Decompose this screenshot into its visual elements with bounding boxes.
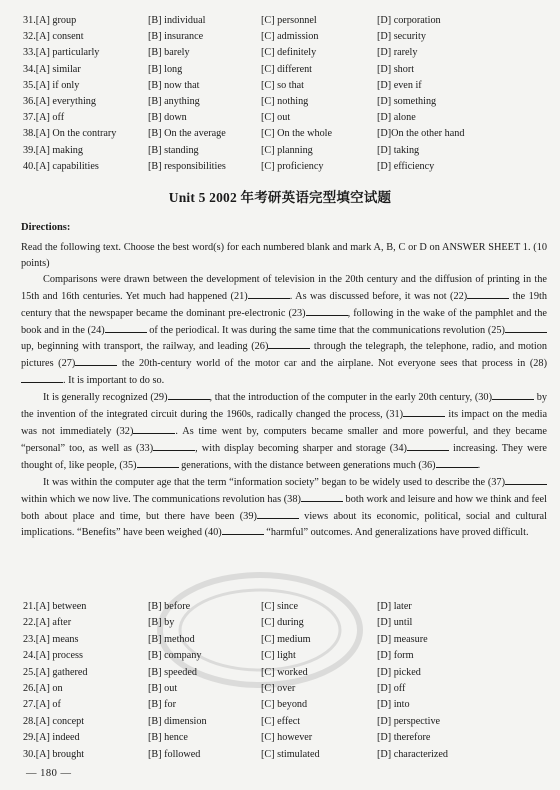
top-question-row-33 [0,45,560,61]
top-question-row-31 [0,13,560,29]
option-d: [D]On the other hand [377,128,465,140]
option-a [23,648,83,664]
option-a-text: [A] means [35,633,79,645]
bottom-question-row-22 [0,615,560,631]
directions-label: Directions: [21,222,71,233]
option-a-text: [A] capabilities [35,160,99,172]
option-c: [C] admission [261,31,319,43]
question-number: 38. [23,128,36,140]
top-question-row-38 [0,126,560,142]
option-a [23,110,64,126]
option-a-text: [A] of [35,699,61,711]
option-a [23,126,116,142]
option-c: [C] beyond [261,699,308,711]
option-b: [B] barely [148,47,190,59]
option-b: [B] On the average [148,128,226,140]
option-b: [B] company [148,650,202,662]
passage [21,240,547,541]
unit-title: Unit 5 2002 年考研英语完型填空试题 [168,190,392,205]
option-c: [C] planning [261,144,313,156]
question-number: 35. [23,79,36,91]
option-a-text: [A] similar [35,63,81,75]
option-b: [B] by [148,617,175,629]
top-question-row-34 [0,62,560,78]
option-b: [B] followed [148,748,201,760]
option-c: [C] personnel [261,15,317,26]
bottom-question-row-21 [0,599,560,615]
option-b: [B] individual [148,15,206,26]
option-a [23,665,88,681]
option-d: [D] picked [377,666,421,678]
option-d: [D] something [377,96,437,107]
option-b: [B] for [148,699,177,711]
option-d: [D] perspective [377,715,441,727]
option-d: [D] form [377,650,414,662]
option-d: [D] measure [377,633,428,645]
option-d: [D] short [377,63,415,75]
option-c: [C] over [261,683,296,694]
option-c: [C] during [261,617,304,629]
question-number: 29. [23,732,36,744]
option-b: [B] anything [148,96,200,107]
option-b: [B] out [148,683,178,694]
option-b: [B] hence [148,732,188,744]
option-a-text: [A] On the contrary [35,128,117,140]
blank-31 [403,406,445,417]
question-number: 27. [23,699,36,711]
option-a-text: [A] particularly [35,47,100,59]
option-c: [C] nothing [261,96,309,107]
bottom-question-row-26 [0,681,560,697]
option-b: [B] responsibilities [148,160,226,172]
option-d: [D] corporation [377,15,441,26]
option-c: [C] light [261,650,296,662]
question-number: 36. [23,96,36,107]
top-question-row-32 [0,29,560,45]
option-a-text: [A] after [35,617,72,629]
option-c: [C] stimulated [261,748,320,760]
blank-33 [153,440,195,451]
bottom-question-row-28 [0,714,560,730]
option-a [23,747,84,763]
option-d: [D] off [377,683,406,694]
option-a-text: [A] process [35,650,83,662]
question-number: 34. [23,63,36,75]
blank-29 [168,389,210,400]
option-d: [D] even if [377,79,422,91]
blank-30 [492,389,534,400]
option-d: [D] therefore [377,732,431,744]
option-c: [C] effect [261,715,301,727]
blank-39 [257,508,299,519]
option-b: [B] before [148,601,191,612]
question-number: 22. [23,617,36,629]
option-d: [D] until [377,617,413,629]
option-a-text: [A] indeed [35,732,80,744]
option-a [23,94,96,110]
option-b: [B] insurance [148,31,204,43]
passage-paragraph-2: It is generally recognized (29) , that the introduction of the computer in the early 20th century, (30) by the invention of the integrated circuit during the 1960s, radically changed the process, (31) its impact on the media was not immediately (32) . As time went by, computers became smaller and more powerful, and they became “personal” too, as well as (33) , with display becoming sharper and storage (34) increasing. They were thought of, like people, (35) generations, with the distance between generations much (36) . [21,389,547,474]
blank-35 [137,457,179,468]
option-a [23,143,83,159]
question-number: 23. [23,633,36,645]
blank-23 [306,305,348,316]
question-number: 37. [23,112,36,124]
option-a [23,78,79,94]
option-d: [D] into [377,699,410,711]
top-question-row-37 [0,110,560,126]
top-question-row-36 [0,94,560,110]
option-a-text: [A] making [35,144,83,156]
top-question-row-39 [0,143,560,159]
option-c: [C] different [261,63,313,75]
option-c: [C] On the whole [261,128,333,140]
option-a-text: [A] if only [35,79,80,91]
option-a-text: [A] off [35,112,65,124]
option-b: [B] dimension [148,715,207,727]
option-c: [C] however [261,732,313,744]
option-c: [C] proficiency [261,160,324,172]
option-a [23,632,78,648]
option-a [23,29,84,45]
option-a [23,45,99,61]
option-c: [C] out [261,112,291,124]
option-c: [C] so that [261,79,305,91]
page-number: — 180 — [26,768,72,779]
question-number: 25. [23,666,36,678]
question-number: 30. [23,748,36,760]
blank-37 [505,474,547,485]
question-number: 31. [23,15,36,26]
option-b: [B] now that [148,79,200,91]
option-d: [D] taking [377,144,420,156]
option-b: [B] speeded [148,666,197,678]
top-question-row-35 [0,78,560,94]
option-b: [B] method [148,633,195,645]
bottom-question-row-24 [0,648,560,664]
option-a [23,13,76,29]
bottom-question-row-30 [0,747,560,763]
top-question-row-40 [0,159,560,175]
option-a [23,599,86,615]
option-c: [C] medium [261,633,311,645]
option-d: [D] characterized [377,748,448,760]
option-c: [C] definitely [261,47,317,59]
directions-instructions: Read the following text. Choose the best word(s) for each numbered blank and mark A, B, C or D on ANSWER SHEET 1. (10 points) [21,242,547,269]
question-number: 32. [23,31,36,43]
option-a [23,714,84,730]
option-a-text: [A] group [35,15,77,26]
question-number: 24. [23,650,36,662]
blank-38 [301,491,343,502]
option-a-text: [A] between [35,601,87,612]
blank-32 [133,423,175,434]
option-b: [B] standing [148,144,199,156]
option-a-text: [A] consent [35,31,84,43]
blank-28 [21,372,63,383]
option-a-text: [A] concept [35,715,85,727]
option-d: [D] efficiency [377,160,435,172]
option-a [23,697,61,713]
blank-21 [248,288,290,299]
question-number: 33. [23,47,36,59]
option-a [23,681,63,697]
blank-36 [436,457,478,468]
option-a-text: [A] on [35,683,63,694]
option-a [23,159,99,175]
option-d: [D] rarely [377,47,418,59]
option-a [23,62,81,78]
option-a-text: [A] brought [35,748,85,760]
blank-24 [105,322,147,333]
option-d: [D] later [377,601,412,612]
question-number: 39. [23,144,36,156]
blank-25 [505,322,547,333]
blank-40 [222,524,264,535]
blank-26 [268,338,310,349]
option-a [23,730,80,746]
blank-27 [75,355,117,366]
bottom-question-row-29 [0,730,560,746]
bottom-question-row-27 [0,697,560,713]
question-number: 26. [23,683,36,694]
option-c: [C] worked [261,666,308,678]
option-b: [B] long [148,63,183,75]
question-number: 21. [23,601,36,612]
bottom-question-row-23 [0,632,560,648]
option-a [23,615,71,631]
option-d: [D] security [377,31,426,43]
passage-paragraph-3: It was within the computer age that the term “information society” began to be widely used to describe the (37) within which we now live. The communications revolution has (38) both work and leisure and how we think and feel both about place and time, but there have been (39) views about its economic, political, social and cultural implications. “Benefits” have been weighed (40) “harmful” outcomes. And generalizations have proved difficult. [21,474,547,542]
option-a-text: [A] everything [35,96,96,107]
bottom-question-row-25 [0,665,560,681]
option-b: [B] down [148,112,187,124]
option-a-text: [A] gathered [35,666,88,678]
blank-34 [407,440,449,451]
option-d: [D] alone [377,112,416,124]
question-number: 28. [23,715,36,727]
question-number: 40. [23,160,36,172]
blank-22 [467,288,509,299]
passage-paragraph-1: Comparisons were drawn between the development of television in the 20th century and the diffusion of printing in the 15th and 16th centuries. Yet much had happened (21) . As was discussed before, it was not (22) the 19th century that the newspaper became the dominant pre-electronic (23) , following in the wake of the pamphlet and the book and in the (24) of the periodical. It was during the same time that the communications revolution (25) up, beginning with transport, the railway, and leading (26) through the telegraph, the telephone, radio, and motion pictures (27) the 20th-century world of the motor car and the airplane. Not everyone sees that process in (28). It is important to do so. [21,273,548,387]
option-c: [C] since [261,601,299,612]
